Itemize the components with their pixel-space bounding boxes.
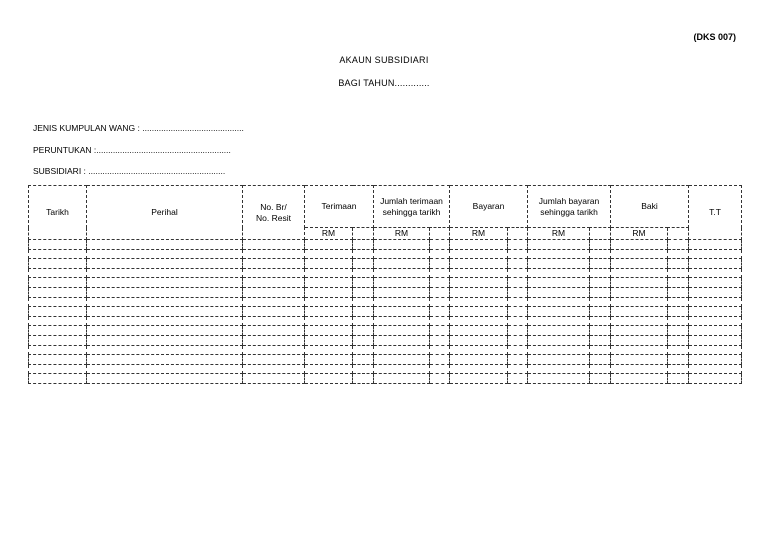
table-cell — [611, 374, 668, 384]
table-cell — [430, 249, 450, 259]
table-cell — [508, 335, 528, 345]
table-cell — [508, 249, 528, 259]
table-cell — [689, 297, 742, 307]
table-cell — [611, 355, 668, 365]
table-cell — [611, 364, 668, 374]
table-cell — [450, 374, 508, 384]
table-cell — [374, 249, 430, 259]
table-cell — [243, 316, 305, 326]
table-cell — [29, 278, 87, 288]
table-cell — [305, 326, 353, 336]
table-cell — [689, 316, 742, 326]
table-cell — [305, 345, 353, 355]
table-cell — [450, 316, 508, 326]
table-cell — [353, 345, 374, 355]
header-balance: Baki — [611, 186, 689, 228]
table-cell — [590, 278, 611, 288]
table-cell — [689, 364, 742, 374]
cents-cell — [508, 228, 528, 240]
table-cell — [611, 278, 668, 288]
cents-cell — [353, 228, 374, 240]
table-cell — [668, 355, 689, 365]
table-cell — [590, 355, 611, 365]
table-cell — [430, 307, 450, 317]
table-cell — [305, 335, 353, 345]
table-cell — [374, 307, 430, 317]
table-cell — [353, 297, 374, 307]
table-cell — [243, 240, 305, 250]
table-cell — [374, 364, 430, 374]
table-cell — [87, 249, 243, 259]
table-cell — [430, 268, 450, 278]
table-cell — [29, 287, 87, 297]
subsidiary-field: SUBSIDIARI : .......................................................... — [33, 166, 226, 176]
table-cell — [450, 297, 508, 307]
table-cell — [430, 259, 450, 269]
table-cell — [353, 307, 374, 317]
cents-cell — [590, 228, 611, 240]
table-cell — [689, 240, 742, 250]
table-cell — [528, 355, 590, 365]
currency-label: RM — [374, 228, 430, 240]
table-row — [29, 268, 742, 278]
table-cell — [590, 268, 611, 278]
table-cell — [450, 287, 508, 297]
table-cell — [305, 307, 353, 317]
table-cell — [689, 326, 742, 336]
table-cell — [243, 307, 305, 317]
table-cell — [374, 345, 430, 355]
table-cell — [611, 335, 668, 345]
table-cell — [430, 335, 450, 345]
table-cell — [29, 326, 87, 336]
table-cell — [590, 249, 611, 259]
table-cell — [668, 326, 689, 336]
table-cell — [508, 287, 528, 297]
table-cell — [305, 374, 353, 384]
table-cell — [508, 355, 528, 365]
table-cell — [611, 297, 668, 307]
table-cell — [450, 240, 508, 250]
table-row — [29, 278, 742, 288]
table-cell — [243, 287, 305, 297]
header-cumulative-receipts-line1: Jumlah terimaan — [380, 195, 443, 206]
table-cell — [374, 316, 430, 326]
table-cell — [668, 240, 689, 250]
table-cell — [353, 316, 374, 326]
table-cell — [243, 259, 305, 269]
table-cell — [305, 240, 353, 250]
table-cell — [450, 249, 508, 259]
table-cell — [528, 316, 590, 326]
table-cell — [430, 316, 450, 326]
table-cell — [689, 345, 742, 355]
table-cell — [590, 345, 611, 355]
table-cell — [87, 326, 243, 336]
fund-type-field: JENIS KUMPULAN WANG : ........................................... — [33, 123, 244, 133]
table-cell — [689, 355, 742, 365]
table-cell — [243, 278, 305, 288]
table-cell — [528, 297, 590, 307]
table-cell — [353, 326, 374, 336]
table-cell — [243, 249, 305, 259]
table-cell — [508, 326, 528, 336]
table-cell — [450, 345, 508, 355]
table-cell — [450, 259, 508, 269]
table-cell — [528, 345, 590, 355]
currency-label: RM — [305, 228, 353, 240]
table-cell — [374, 374, 430, 384]
table-cell — [87, 345, 243, 355]
table-cell — [528, 249, 590, 259]
table-cell — [611, 259, 668, 269]
table-cell — [528, 278, 590, 288]
table-cell — [508, 297, 528, 307]
allocation-field: PERUNTUKAN :......................................................... — [33, 145, 231, 155]
header-receipts: Terimaan — [305, 186, 374, 228]
table-cell — [668, 297, 689, 307]
table-cell — [29, 316, 87, 326]
table-cell — [305, 259, 353, 269]
table-cell — [508, 364, 528, 374]
table-cell — [450, 307, 508, 317]
header-signature: T.T — [689, 186, 742, 240]
table-cell — [528, 240, 590, 250]
table-cell — [374, 287, 430, 297]
table-cell — [243, 374, 305, 384]
table-cell — [590, 307, 611, 317]
table-cell — [590, 287, 611, 297]
currency-label: RM — [528, 228, 590, 240]
header-cumulative-payments-line1: Jumlah bayaran — [538, 195, 600, 206]
table-cell — [29, 335, 87, 345]
table-cell — [508, 278, 528, 288]
table-cell — [528, 307, 590, 317]
table-cell — [305, 297, 353, 307]
table-cell — [528, 335, 590, 345]
table-cell — [374, 335, 430, 345]
table-cell — [508, 316, 528, 326]
form-code: (DKS 007) — [693, 32, 736, 42]
table-cell — [87, 335, 243, 345]
table-cell — [689, 278, 742, 288]
table-cell — [87, 316, 243, 326]
document-title: AKAUN SUBSIDIARI — [339, 55, 429, 65]
table-row — [29, 335, 742, 345]
table-cell — [668, 278, 689, 288]
table-cell — [668, 287, 689, 297]
table-cell — [450, 278, 508, 288]
header-reference-line1: No. Br/ — [260, 201, 287, 212]
table-cell — [611, 287, 668, 297]
table-cell — [87, 355, 243, 365]
document-subtitle: BAGI TAHUN............. — [338, 78, 430, 88]
table-cell — [353, 287, 374, 297]
header-payments: Bayaran — [450, 186, 528, 228]
table-cell — [430, 240, 450, 250]
table-cell — [590, 240, 611, 250]
table-cell — [430, 278, 450, 288]
header-cumulative-payments-line2: sehingga tarikh — [540, 206, 598, 217]
table-cell — [374, 240, 430, 250]
table-cell — [243, 297, 305, 307]
table-cell — [29, 297, 87, 307]
currency-label: RM — [450, 228, 508, 240]
table-cell — [353, 364, 374, 374]
table-row — [29, 249, 742, 259]
table-cell — [611, 345, 668, 355]
table-cell — [611, 249, 668, 259]
table-cell — [29, 364, 87, 374]
table-cell — [29, 240, 87, 250]
table-cell — [689, 249, 742, 259]
header-reference — [243, 186, 305, 240]
table-cell — [87, 307, 243, 317]
table-cell — [353, 240, 374, 250]
table-cell — [87, 374, 243, 384]
cents-cell — [430, 228, 450, 240]
table-cell — [29, 355, 87, 365]
table-cell — [243, 364, 305, 374]
table-row — [29, 240, 742, 250]
table-cell — [430, 345, 450, 355]
table-cell — [508, 268, 528, 278]
table-cell — [668, 364, 689, 374]
table-cell — [243, 345, 305, 355]
table-cell — [87, 278, 243, 288]
table-cell — [590, 316, 611, 326]
table-cell — [590, 364, 611, 374]
table-cell — [374, 259, 430, 269]
table-row — [29, 316, 742, 326]
table-cell — [430, 374, 450, 384]
table-cell — [689, 287, 742, 297]
table-cell — [29, 268, 87, 278]
table-cell — [87, 268, 243, 278]
table-cell — [430, 355, 450, 365]
table-cell — [668, 259, 689, 269]
table-cell — [528, 374, 590, 384]
table-cell — [450, 355, 508, 365]
table-cell — [305, 268, 353, 278]
table-cell — [450, 268, 508, 278]
ledger-table — [28, 185, 742, 384]
table-cell — [611, 240, 668, 250]
table-cell — [689, 268, 742, 278]
table-cell — [689, 374, 742, 384]
header-cumulative-receipts — [374, 186, 450, 228]
table-row — [29, 297, 742, 307]
table-cell — [243, 326, 305, 336]
table-cell — [668, 345, 689, 355]
table-cell — [305, 249, 353, 259]
table-cell — [528, 326, 590, 336]
table-cell — [528, 268, 590, 278]
ledger-body — [29, 240, 742, 384]
table-cell — [668, 268, 689, 278]
table-cell — [374, 278, 430, 288]
table-cell — [611, 307, 668, 317]
table-cell — [305, 316, 353, 326]
table-cell — [528, 259, 590, 269]
table-cell — [353, 278, 374, 288]
table-row — [29, 326, 742, 336]
table-cell — [305, 364, 353, 374]
table-row — [29, 259, 742, 269]
table-cell — [528, 287, 590, 297]
table-cell — [611, 326, 668, 336]
table-cell — [508, 307, 528, 317]
table-cell — [87, 297, 243, 307]
table-cell — [590, 259, 611, 269]
table-cell — [243, 335, 305, 345]
header-cumulative-payments — [528, 186, 611, 228]
table-cell — [87, 287, 243, 297]
cents-cell — [668, 228, 689, 240]
table-row — [29, 345, 742, 355]
table-cell — [450, 364, 508, 374]
table-cell — [450, 335, 508, 345]
table-cell — [29, 307, 87, 317]
table-cell — [305, 355, 353, 365]
header-reference-line2: No. Resit — [256, 212, 291, 223]
table-cell — [374, 326, 430, 336]
header-date: Tarikh — [29, 186, 87, 240]
table-cell — [87, 364, 243, 374]
table-cell — [29, 374, 87, 384]
table-cell — [668, 316, 689, 326]
table-cell — [374, 268, 430, 278]
table-cell — [353, 355, 374, 365]
table-cell — [508, 374, 528, 384]
header-cumulative-receipts-line2: sehingga tarikh — [382, 206, 441, 217]
table-cell — [508, 259, 528, 269]
table-cell — [87, 240, 243, 250]
table-cell — [353, 259, 374, 269]
table-cell — [528, 364, 590, 374]
table-cell — [611, 268, 668, 278]
table-cell — [353, 249, 374, 259]
table-cell — [590, 326, 611, 336]
table-cell — [508, 345, 528, 355]
header-description: Perihal — [87, 186, 243, 240]
table-row — [29, 355, 742, 365]
table-cell — [374, 355, 430, 365]
table-cell — [668, 307, 689, 317]
table-cell — [689, 259, 742, 269]
currency-label: RM — [611, 228, 668, 240]
table-cell — [689, 307, 742, 317]
table-cell — [668, 374, 689, 384]
table-cell — [353, 374, 374, 384]
table-cell — [430, 326, 450, 336]
table-cell — [305, 287, 353, 297]
table-cell — [611, 316, 668, 326]
table-cell — [353, 335, 374, 345]
table-cell — [590, 297, 611, 307]
table-row — [29, 307, 742, 317]
table-cell — [430, 297, 450, 307]
table-cell — [29, 259, 87, 269]
table-cell — [430, 287, 450, 297]
table-row — [29, 287, 742, 297]
table-cell — [87, 259, 243, 269]
table-cell — [243, 355, 305, 365]
table-cell — [668, 249, 689, 259]
table-cell — [668, 335, 689, 345]
table-cell — [590, 335, 611, 345]
table-row — [29, 364, 742, 374]
table-cell — [590, 374, 611, 384]
table-cell — [353, 268, 374, 278]
table-cell — [508, 240, 528, 250]
table-cell — [29, 345, 87, 355]
table-row — [29, 374, 742, 384]
table-cell — [305, 278, 353, 288]
table-cell — [430, 364, 450, 374]
table-cell — [450, 326, 508, 336]
table-cell — [243, 268, 305, 278]
table-cell — [374, 297, 430, 307]
table-cell — [689, 335, 742, 345]
table-cell — [29, 249, 87, 259]
